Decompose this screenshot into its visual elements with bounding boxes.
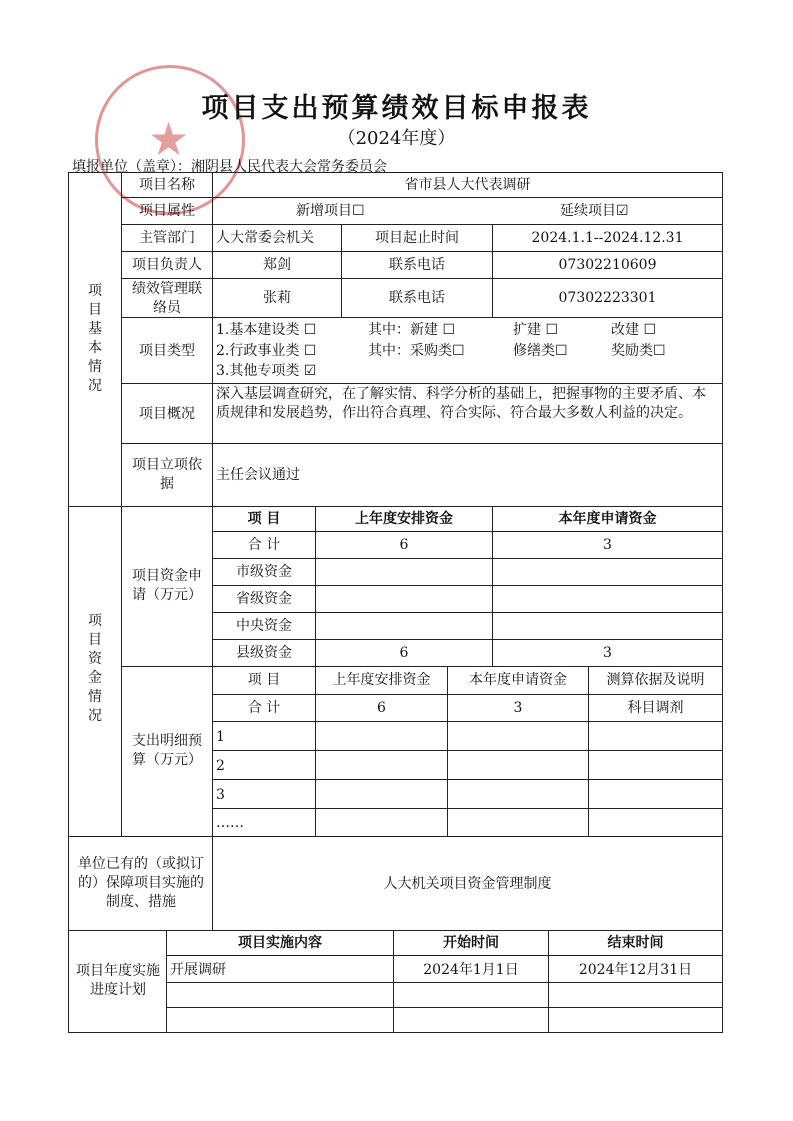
type-other: 3.其他专项类 ☑ (216, 363, 317, 379)
page-subtitle: （2024年度） (337, 128, 456, 149)
overview-label: 项目概况 (139, 406, 195, 422)
period-label: 项目起止时间 (375, 230, 459, 246)
schedule-row-start: 2024年1月1日 (423, 962, 519, 978)
fund-row-name: 省级资金 (236, 591, 292, 607)
type-infra-new: 其中：新建 ☐ (368, 322, 456, 338)
type-infra: 1.基本建设类 ☐ (216, 322, 317, 338)
detail-header-item: 项 目 (247, 672, 281, 688)
basis-label: 项目立项依据 (132, 457, 202, 492)
project-type-label: 项目类型 (139, 343, 195, 359)
seal-star-icon: ★ (148, 112, 190, 166)
attr-new-checkbox: 新增项目☐ (296, 203, 365, 219)
fund-header-item: 项 目 (247, 511, 281, 527)
fund-row-name: 合 计 (247, 537, 281, 553)
guarantee-value: 人大机关项目资金管理制度 (383, 876, 552, 892)
period-value: 2024.1.1--2024.12.31 (531, 230, 684, 246)
schedule-row-end: 2024年12月31日 (578, 962, 693, 978)
type-admin-reward: 奖励类☐ (611, 343, 666, 359)
overview-value: 深入基层调查研究，在了解实情、科学分析的基础上，把握事物的主要矛盾、本质规律和发展趋势，作出符合真理、符合实际、符合最大多数人利益的决定。 (216, 386, 706, 421)
fund-row-last: 6 (399, 537, 409, 553)
fund-row-this: 3 (603, 645, 612, 661)
detail-total-last: 6 (377, 700, 386, 716)
detail-total-this: 3 (513, 700, 523, 716)
detail-item: 1 (216, 729, 225, 745)
type-infra-rebuild: 改建 ☐ (611, 322, 657, 338)
fund-header-this: 本年度申请资金 (558, 511, 657, 527)
attr-continue-checkbox: 延续项目☑ (560, 203, 629, 219)
leader-value: 郑剑 (263, 257, 291, 273)
fund-row-name: 县级资金 (236, 645, 292, 661)
project-name-label: 项目名称 (139, 177, 195, 193)
type-admin: 2.行政事业类 ☐ (216, 343, 317, 359)
section-funds-label: 项目资金情况 (88, 613, 102, 724)
basis-value: 主任会议通过 (216, 467, 300, 483)
project-name-value: 省市县人大代表调研 (404, 177, 531, 193)
section-basic-label: 项目基本情况 (88, 283, 102, 394)
detail-header-last: 上年度安排资金 (332, 672, 431, 688)
guarantee-label: 单位已有的（或拟订的）保障项目实施的制度、措施 (78, 856, 204, 910)
dept-value: 人大常委会机关 (216, 230, 314, 246)
leader-label: 项目负责人 (132, 257, 202, 273)
project-attr-label: 项目属性 (139, 203, 195, 219)
detail-item: …… (216, 815, 244, 831)
detail-header-this: 本年度申请资金 (469, 672, 567, 688)
fund-row-name: 市级资金 (236, 564, 292, 580)
type-admin-repair: 修缮类☐ (513, 343, 568, 359)
detail-total-basis: 科目调剂 (627, 700, 684, 716)
schedule-row-content: 开展调研 (170, 962, 226, 978)
leader-phone-label: 联系电话 (389, 257, 445, 273)
fund-apply-label: 项目资金申请（万元） (132, 568, 202, 603)
detail-header-basis: 测算依据及说明 (606, 672, 705, 688)
schedule-header-content: 项目实施内容 (238, 935, 322, 951)
contact-label: 绩效管理联络员 (132, 281, 202, 316)
contact-value: 张莉 (263, 290, 291, 306)
contact-phone-label: 联系电话 (389, 290, 445, 306)
contact-phone-value: 07302223301 (558, 290, 657, 306)
type-infra-expand: 扩建 ☐ (513, 322, 559, 338)
detail-item: 2 (216, 758, 225, 774)
fund-row-name: 中央资金 (236, 618, 292, 634)
fund-row-last: 6 (399, 645, 409, 661)
leader-phone-value: 07302210609 (558, 257, 657, 273)
schedule-header-end: 结束时间 (607, 935, 664, 951)
filing-unit-name: 湘阴县人民代表大会常务委员会 (191, 159, 387, 175)
dept-label: 主管部门 (139, 230, 195, 246)
detail-total-name: 合 计 (247, 700, 281, 716)
fund-row-this: 3 (603, 537, 612, 553)
detail-budget-label: 支出明细预算（万元） (132, 733, 202, 768)
schedule-label: 项目年度实施进度计划 (76, 963, 160, 998)
filing-unit-label: 填报单位（盖章）： (72, 159, 191, 175)
type-admin-purchase: 其中：采购类☐ (368, 343, 465, 359)
detail-item: 3 (216, 787, 225, 803)
schedule-header-start: 开始时间 (443, 935, 499, 951)
fund-header-last: 上年度安排资金 (355, 511, 453, 527)
page-title: 项目支出预算绩效目标申报表 (201, 93, 592, 124)
